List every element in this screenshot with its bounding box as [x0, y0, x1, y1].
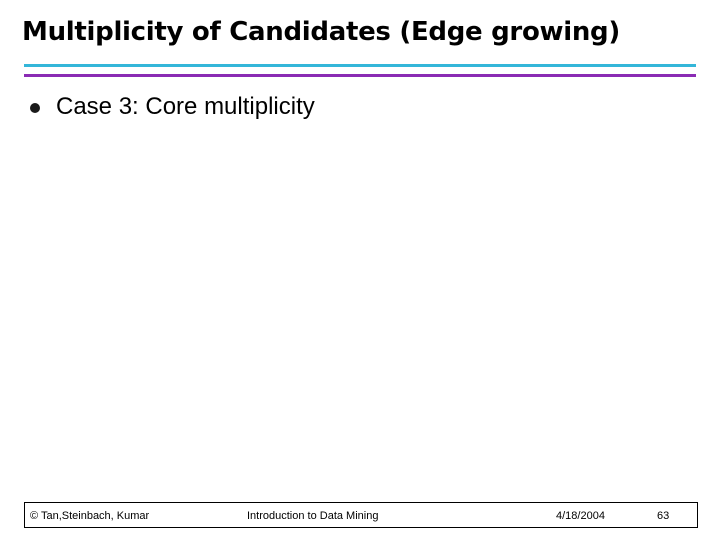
bullet-text: Case 3: Core multiplicity	[56, 93, 315, 120]
title-rule-bottom	[24, 74, 696, 77]
footer-copyright: © Tan,Steinbach, Kumar	[30, 510, 150, 522]
bullet-item	[30, 93, 315, 121]
footer-course-title: Introduction to Data Mining	[247, 510, 379, 522]
footer-page-number: 63	[657, 510, 670, 522]
footer-date: 4/18/2004	[556, 510, 605, 522]
title-rule-top	[24, 64, 696, 67]
slide-title: Multiplicity of Candidates (Edge growing)	[22, 17, 620, 47]
bullet-dot-icon	[30, 103, 40, 113]
